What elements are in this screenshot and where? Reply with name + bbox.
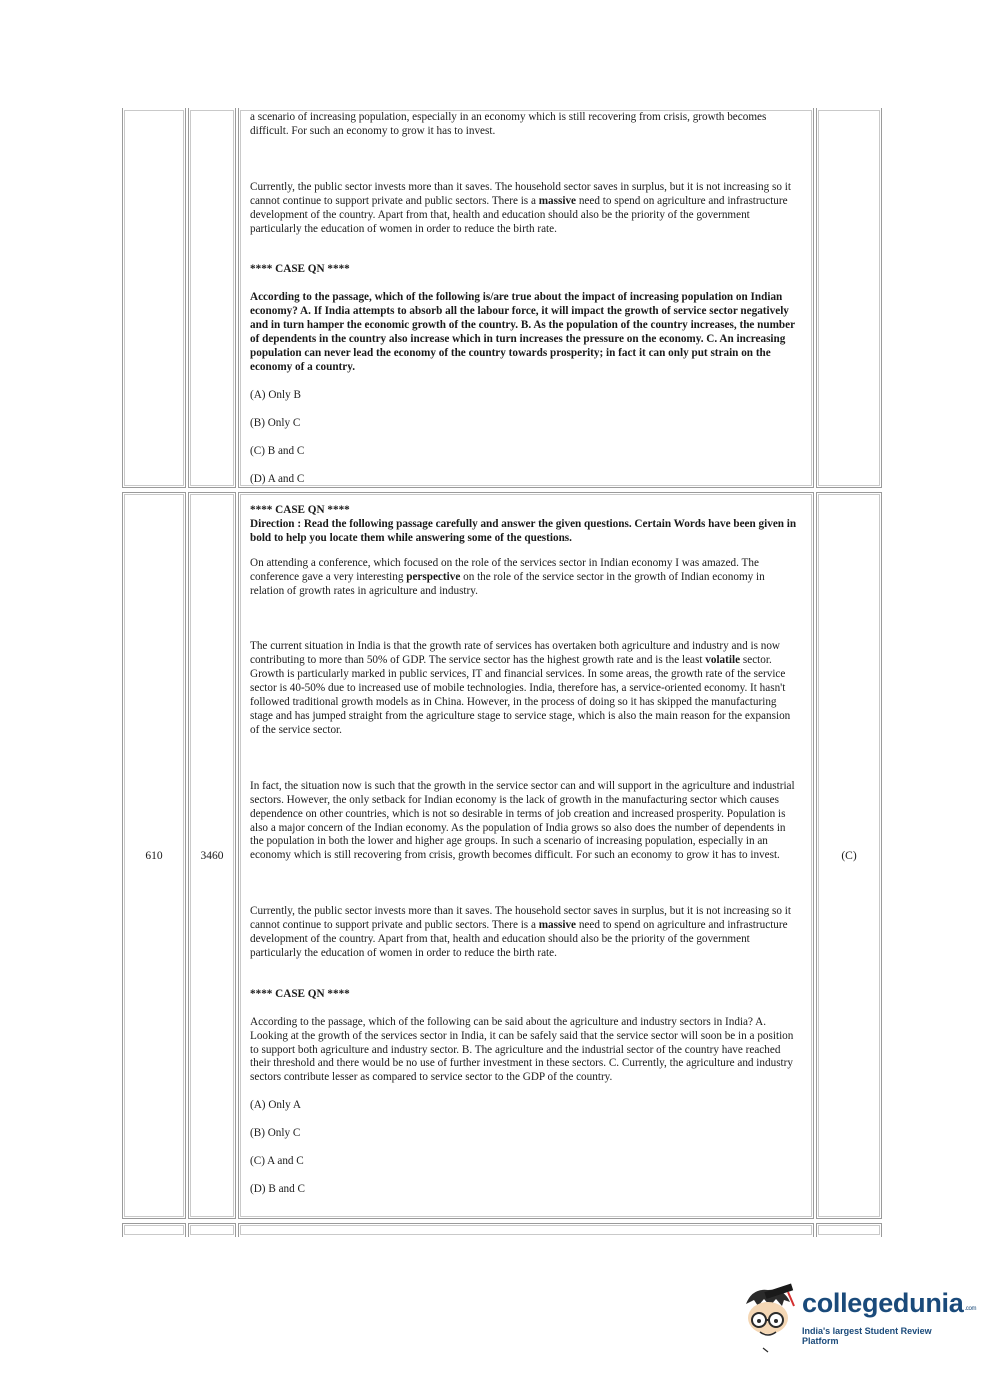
option-b: (B) Only C: [250, 416, 301, 429]
option-d: (D) A and C: [250, 472, 305, 485]
question-text: According to the passage, which of the following is/are true about the impact of increasing population on Indian economy? A. If India attempts to absorb all the labour force, it will impact the growth of service sector negatively and in turn hamper the economic growth of the country. B. As the population of the country increases, the number of dependents in the country also increase which in turn increases the pressure on the economy. C. An increasing population can never lead the economy of the country towards prosperity; in fact it can only put strain on the economy of a country.: [250, 291, 795, 373]
answer-cell: [816, 1223, 882, 1237]
direction-text: Direction : Read the following passage carefully and answer the given questions. Certain Words have been given in bold to help you locate them while answering some of the questions.: [250, 517, 797, 544]
option-a: (A) Only B: [250, 388, 301, 401]
passage-paragraph: The current situation in India is that the growth rate of services has overtaken both agriculture and industry and is now contributing to more than 50% of GDP. The service sector has the highest growth rate and is the least volatile sector. Growth is particularly marked in public services, IT and financial services. In some areas, the growth rate of the service sector is 40-50% due to increased use of mobile technologies. India, therefore has, a service-oriented economy. It hasn't followed traditional growth models as in China. However, in the process of doing so it has skipped the manufacturing stage and has jumped straight from the agriculture stage to service stage, which is also the main reason for the expansion of the service sector.: [250, 640, 791, 736]
option-c: (C) A and C: [250, 1155, 304, 1168]
question-id-cell: [188, 108, 236, 488]
option-d: (D) B and C: [250, 1183, 305, 1195]
case-marker: **** CASE QN ****: [250, 504, 350, 516]
option-a: (A) Only A: [250, 1099, 301, 1112]
answer-cell: (C): [816, 492, 882, 1219]
answer-cell: [816, 108, 882, 488]
mascot-icon: [738, 1282, 800, 1354]
table-row: [122, 1223, 886, 1237]
option-c: (C) B and C: [250, 444, 305, 457]
passage-paragraph: On attending a conference, which focused on the role of the services sector in Indian economy I was amazed. The conference gave a very interesting perspective on the role of the service sector in the growth of Indian economy in relation of growth rates in agriculture and industry.: [250, 556, 765, 597]
case-marker: **** CASE QN ****: [250, 263, 350, 276]
question-table: [122, 108, 886, 1237]
serial-cell: 610: [122, 492, 186, 1219]
passage-paragraph: a scenario of increasing population, especially in an economy which is still recovering from crisis, growth becomes difficult. For such an economy to grow it has to invest.: [250, 111, 767, 137]
case-marker: **** CASE QN ****: [250, 987, 350, 1000]
logo-wordmark: collegedunia: [802, 1288, 964, 1318]
question-id-cell: [188, 1223, 236, 1237]
serial-cell: [122, 108, 186, 488]
option-b: (B) Only C: [250, 1127, 301, 1140]
question-cell: [238, 492, 814, 1219]
passage-paragraph: Currently, the public sector invests more than it saves. The household sector saves in surplus, but it is not increasing so it cannot continue to support private and public sectors. There is a massive need to spend on agriculture and infrastructure development of the country. Apart from that, health and education should also be the priority of the government particularly the education of women in order to reduce the birth rate.: [250, 180, 791, 235]
passage-paragraph: Currently, the public sector invests more than it saves. The household sector saves in surplus, but it is not increasing so it cannot continue to support private and public sectors. There is a massive need to spend on agriculture and infrastructure development of the country. Apart from that, health and education should also be the priority of the government particularly the education of women in order to reduce the birth rate.: [250, 905, 791, 959]
collegedunia-logo[interactable]: [738, 1282, 977, 1354]
question-cell: [238, 108, 814, 488]
question-id-cell: 3460: [188, 492, 236, 1219]
question-cell: [238, 1223, 814, 1237]
logo-domain-suffix: .com: [964, 1306, 977, 1312]
table-row: [122, 492, 886, 1219]
passage-paragraph: In fact, the situation now is such that the growth in the service sector can and will support in the agriculture and industrial sectors. However, the only setback for Indian economy is the lack of growth in the manufacturing sector which causes dependence on other countries, which is not so desirable in terms of job creation and increased prosperity. Population is also a major concern of the Indian economy. As the population of India grows so also does the number of dependents in the population in both the lower and higher age groups. In such a scenario of increasing population, especially in an economy which is still recovering from crisis, growth becomes difficult. For such an economy to grow it has to invest.: [250, 779, 795, 862]
table-row: [122, 108, 886, 488]
logo-tagline: India's largest Student Review Platform: [802, 1326, 932, 1346]
serial-cell: [122, 1223, 186, 1237]
question-text: According to the passage, which of the following can be said about the agriculture and industry sectors in India? A. Looking at the growth of the services sector in India, it can be safely said that the service sector will soon be in a position to support both agriculture and industry sector. B. The agriculture and the industrial sector of the country have reached their threshold and there would be no use of further investment in these sectors. C. Currently, the agriculture and industry sectors contribute lesser as compared to service sector to the GDP of the country.: [250, 1015, 794, 1084]
